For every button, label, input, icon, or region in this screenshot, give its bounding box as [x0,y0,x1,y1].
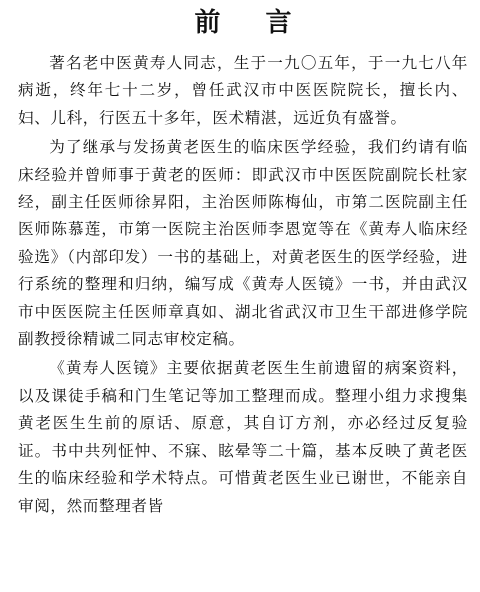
paragraph-3: 《黄寿人医镜》主要依据黄老医生生前遗留的病案资料，以及课徒手稿和门生笔记等加工整理而成。整理小组力求搜集黄老医生生前的原话、原意，其自订方剂，亦必经过反复验证。书中共列怔忡、不寐、眩晕等二十篇，基本反映了黄老医生的临床经验和学术特点。可惜黄老医生业已谢世，不能亲自审阅，然而整理者皆 [18,359,468,515]
paragraph-2: 为了继承与发扬黄老医生的临床医学经验，我们约请有临床经验并曾师事于黄老的医师：即武汉市中医医院副院长杜家经，副主任医师徐昇阳，主治医师陈梅仙，市第二医院副主任医师陈慕莲，市第一医院主治医师李恩宽等在《黄寿人临床经验选》（内部印发）一书的基础上，对黄老医生的医学经验，进行系统的整理和归纳，编写成《黄寿人医镜》一书，并由武汉市中医医院主任医师章真如、湖北省武汉市卫生干部进修学院副教授徐精诚二同志审校定稿。 [18,138,468,349]
page-title: 前 言 [194,8,310,38]
paragraph-1: 著名老中医黄寿人同志，生于一九〇五年，于一九七八年病逝，终年七十二岁，曾任武汉市中医医院院长，擅长内、妇、儿科，行医五十多年，医术精湛，远近负有盛誉。 [18,54,468,127]
